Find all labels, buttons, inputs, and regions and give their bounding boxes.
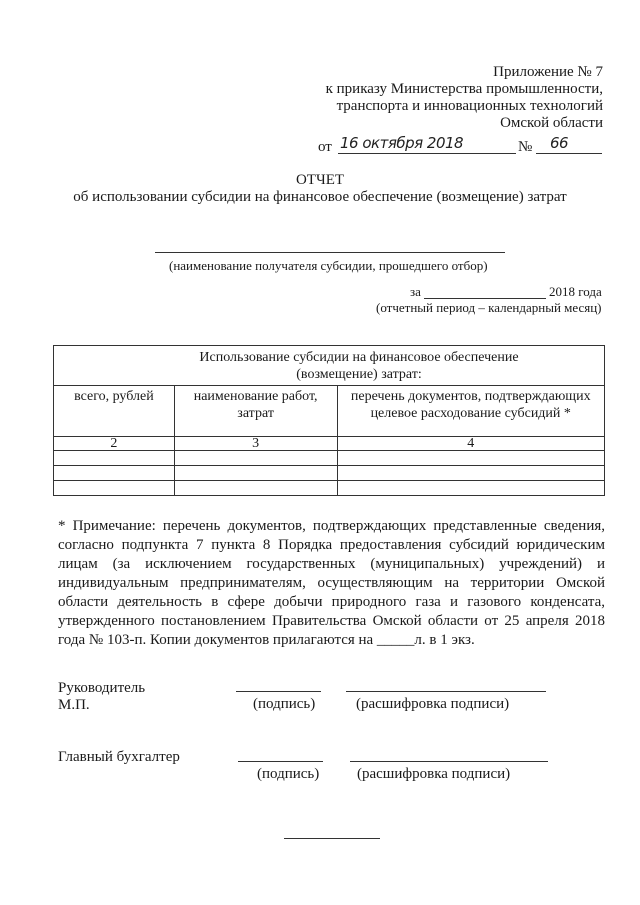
period-underline <box>424 298 546 299</box>
order-number-underline <box>536 153 602 154</box>
table-cell <box>337 451 605 466</box>
head-decode-caption: (расшифровка подписи) <box>356 696 510 712</box>
order-date-handwritten: 16 октября 2018 <box>340 134 464 152</box>
report-title: ОТЧЕТ <box>295 172 345 188</box>
bottom-separator <box>284 838 380 839</box>
column-header-documents: перечень документов, подтверждающих целевое расходование субсидий * <box>337 386 605 437</box>
table-cell <box>174 451 337 466</box>
column-header-work-name: наименование работ, затрат <box>174 386 337 437</box>
report-subtitle: об использовании субсидии на финансовое обеспечение (возмещение) затрат <box>73 189 567 205</box>
head-signature-caption: (подпись) <box>253 696 316 712</box>
annex-line-1: Приложение № 7 <box>493 64 603 80</box>
accountant-decode-line <box>350 761 548 762</box>
seal-label: М.П. <box>58 697 90 713</box>
order-number-label: № <box>518 139 533 155</box>
head-decode-line <box>346 691 546 692</box>
annex-header <box>320 64 603 132</box>
table-cell <box>174 466 337 481</box>
annex-line-3: транспорта и инновационных технологий <box>336 98 603 114</box>
column-number-4: 4 <box>337 437 605 451</box>
recipient-caption: (наименование получателя субсидии, прошедшего отбор) <box>169 258 488 273</box>
column-number-2: 2 <box>54 437 175 451</box>
table-cell <box>54 451 175 466</box>
head-signature-line <box>236 691 321 692</box>
column-number-3: 3 <box>174 437 337 451</box>
table-cell <box>54 481 175 496</box>
accountant-label: Главный бухгалтер <box>58 749 180 765</box>
table-cell <box>174 481 337 496</box>
footnote-text: * Примечание: перечень документов, подтверждающих представленные сведения, согласно подпункта 7 пункта 8 Порядка предоставления субсидий юридическим лицам (за исключением государственных (муниципальных) учреждений) и индивидуальным предпринимателям, осуществляющим на территории Омской области деятельность в сфере добычи природного газа и газового конденсата, утвержденного постановлением Правительства Омской области от 25 апреля 2018 года № 103-п. Копии документов прилагаются на _____л. в 1 экз. <box>58 518 605 648</box>
accountant-signature-line <box>238 761 323 762</box>
order-number-handwritten: 66 <box>550 134 569 152</box>
head-label: Руководитель <box>58 680 146 696</box>
annex-line-2: к приказу Министерства промышленности, <box>325 81 603 97</box>
accountant-decode-caption: (расшифровка подписи) <box>357 766 511 782</box>
column-header-total: всего, рублей <box>54 386 175 437</box>
table-group-header: Использование субсидии на финансовое обеспечение (возмещение) затрат: <box>199 350 519 382</box>
order-date-underline <box>338 153 516 154</box>
table-group-header-cell <box>54 346 605 386</box>
period-year: 2018 года <box>549 284 602 299</box>
table-cell <box>54 466 175 481</box>
order-line <box>318 133 608 155</box>
recipient-underline <box>155 252 505 253</box>
order-from-label: от <box>318 139 332 155</box>
period-for-label: за <box>410 284 421 299</box>
table-cell <box>337 481 605 496</box>
subsidy-table <box>53 345 605 496</box>
table-row <box>54 451 605 466</box>
table-row <box>54 481 605 496</box>
annex-line-4: Омской области <box>500 115 603 131</box>
table-cell <box>337 466 605 481</box>
accountant-signature-caption: (подпись) <box>257 766 320 782</box>
period-caption: (отчетный период – календарный месяц) <box>376 300 602 315</box>
table-row <box>54 466 605 481</box>
